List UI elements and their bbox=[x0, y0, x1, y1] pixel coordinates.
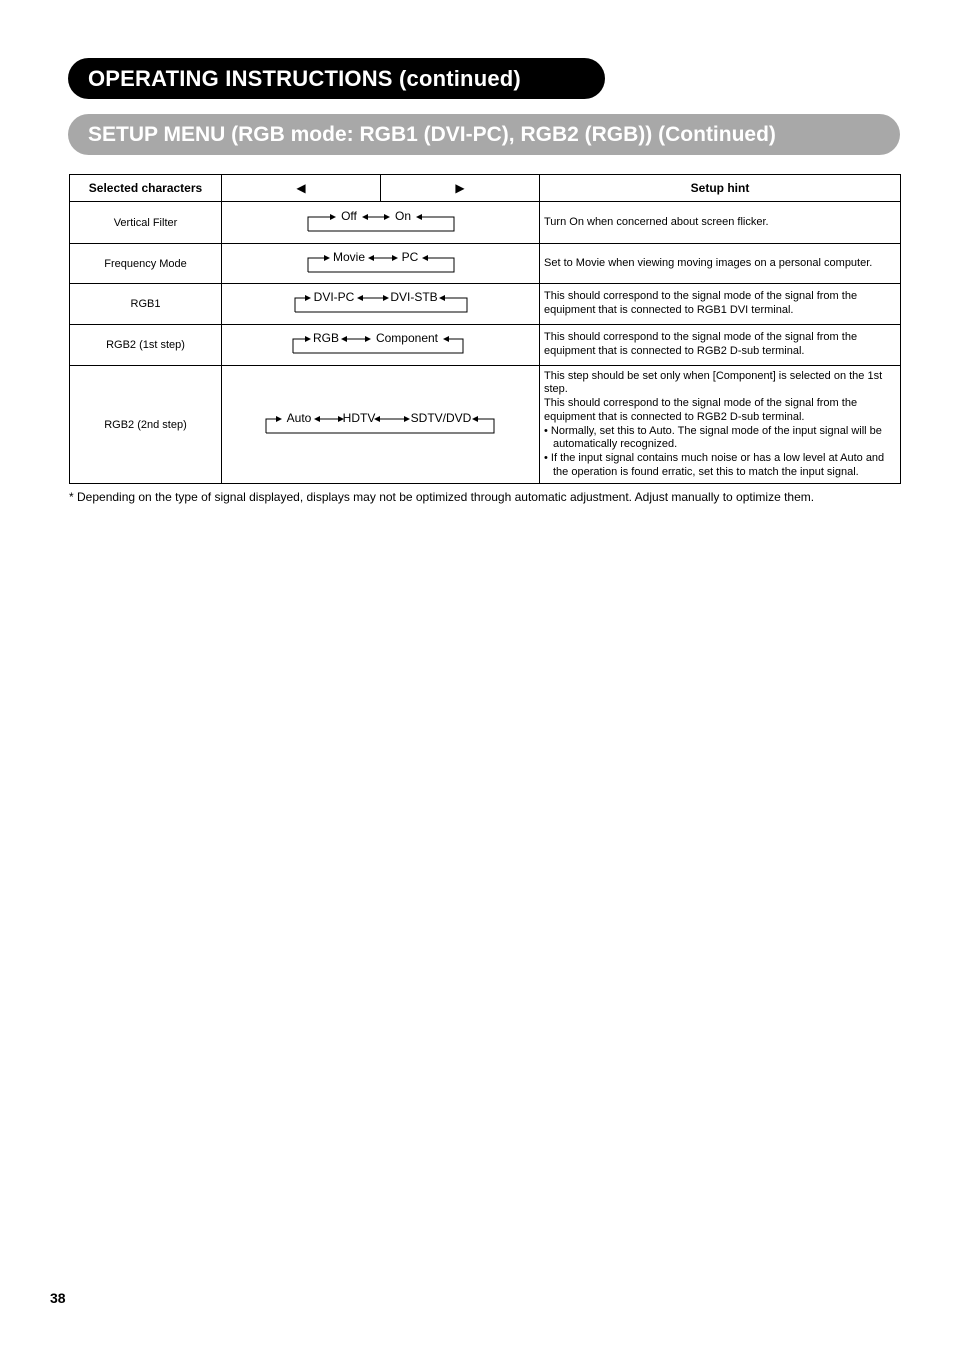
option-label: Auto bbox=[286, 410, 311, 425]
hint-text: Turn On when concerned about screen flicker. bbox=[544, 215, 769, 228]
option-label: PC bbox=[401, 249, 418, 264]
table-row bbox=[70, 244, 901, 284]
setup-table bbox=[69, 174, 901, 484]
option-label: DVI-STB bbox=[389, 290, 438, 304]
selected-characters-cell: RGB1 bbox=[70, 284, 222, 325]
option-label: HDTV bbox=[342, 410, 375, 425]
option-label: Movie bbox=[332, 249, 365, 264]
table-row bbox=[70, 366, 901, 484]
option-cycle-cell bbox=[222, 202, 540, 244]
page-number: 38 bbox=[50, 1290, 66, 1306]
hint-text: Set to Movie when viewing moving images on a personal computer. bbox=[544, 256, 873, 269]
header-setup-hint: Setup hint bbox=[540, 175, 901, 202]
option-cycle-cell bbox=[222, 325, 540, 366]
option-label: Off bbox=[340, 208, 357, 223]
table-header-row bbox=[70, 175, 901, 202]
setup-hint-cell bbox=[540, 202, 901, 244]
section-title-banner bbox=[68, 114, 900, 155]
header-right-arrow: ▶ bbox=[381, 175, 540, 202]
option-cycle-diagram bbox=[264, 411, 498, 439]
page-title: OPERATING INSTRUCTIONS (continued) bbox=[88, 65, 521, 91]
hint-text: This step should be set only when [Component] is selected on the 1st step. bbox=[544, 369, 883, 396]
option-cycle-diagram bbox=[306, 209, 456, 237]
hint-bullet: • Normally, set this to Auto. The signal mode of the input signal will be automatically recognized. bbox=[544, 424, 882, 451]
section-title: SETUP MENU (RGB mode: RGB1 (DVI-PC), RGB2 (RGB)) (Continued) bbox=[88, 122, 776, 146]
option-cycle-cell bbox=[222, 366, 540, 484]
header-selected-characters: Selected characters bbox=[70, 175, 222, 202]
table-row bbox=[70, 284, 901, 325]
header-left-arrow: ◀ bbox=[222, 175, 381, 202]
setup-hint-cell bbox=[540, 325, 901, 366]
setup-hint-cell bbox=[540, 366, 901, 484]
option-cycle-cell bbox=[222, 284, 540, 325]
hint-bullet: • If the input signal contains much noise or has a low level at Auto and the operation is found erratic, set this to match the input signal. bbox=[544, 451, 885, 478]
table-row bbox=[70, 325, 901, 366]
hint-text: This should correspond to the signal mode of the signal from the equipment that is connected to RGB2 D-sub terminal. bbox=[544, 397, 858, 423]
option-cycle-diagram bbox=[306, 250, 456, 278]
selected-characters-cell: Vertical Filter bbox=[70, 202, 222, 244]
option-label: Component bbox=[375, 331, 438, 345]
selected-characters-cell: RGB2 (1st step) bbox=[70, 325, 222, 366]
page-title-banner bbox=[68, 58, 605, 99]
setup-hint-cell bbox=[540, 244, 901, 284]
option-cycle-cell bbox=[222, 244, 540, 284]
hint-text: This should correspond to the signal mode of the signal from the equipment that is connected to RGB2 D-sub terminal. bbox=[544, 331, 858, 357]
option-label: SDTV/DVD bbox=[410, 410, 471, 425]
hint-text: This should correspond to the signal mode of the signal from the equipment that is connected to RGB1 DVI terminal. bbox=[544, 290, 858, 316]
option-cycle-diagram bbox=[291, 331, 471, 359]
selected-characters-cell: RGB2 (2nd step) bbox=[70, 366, 222, 484]
selected-characters-cell: Frequency Mode bbox=[70, 244, 222, 284]
footnote: * Depending on the type of signal displayed, displays may not be optimized through automatic adjustment. Adjust manually to optimize them. bbox=[69, 490, 815, 504]
option-label: RGB bbox=[312, 331, 339, 345]
table-row bbox=[70, 202, 901, 244]
option-label: On bbox=[394, 208, 411, 223]
option-label: DVI-PC bbox=[313, 290, 354, 304]
setup-hint-cell bbox=[540, 284, 901, 325]
option-cycle-diagram bbox=[293, 290, 469, 318]
